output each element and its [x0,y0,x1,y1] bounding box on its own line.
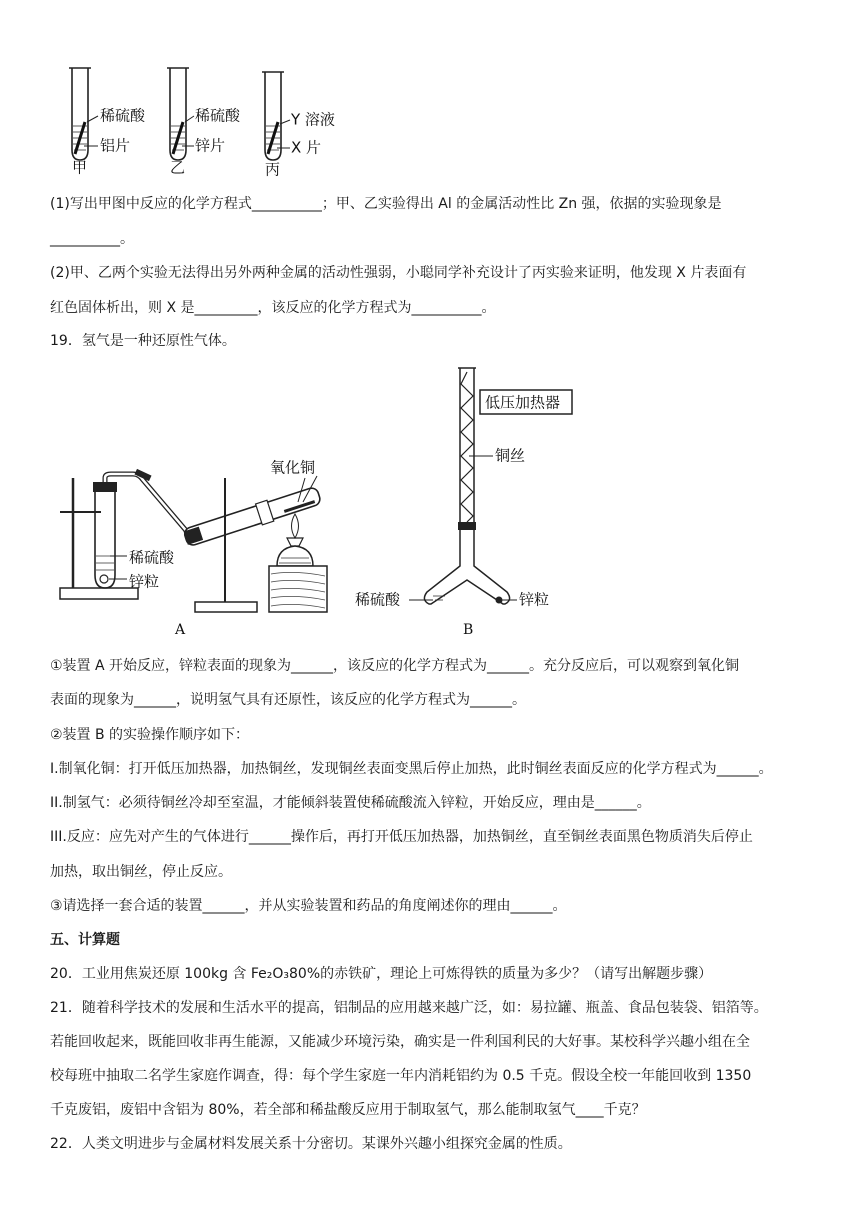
apparatus-a-caption: A [175,622,186,638]
tube-yi-name: 乙 [170,158,186,177]
apparatus-a-oxide-label: 氧化铜 [270,458,316,477]
apparatus-a-zinc-label: 锌粒 [129,572,160,591]
apparatus-b-acid-label: 稀硫酸 [355,590,401,609]
apparatus-b-heater-label: 低压加热器 [485,393,561,412]
q19-step2-iii-line2: 加热，取出铜丝，停止反应。 [50,864,232,880]
apparatus-figure [55,360,595,645]
q19-step2-intro: ②装置 B 的实验操作顺序如下： [50,727,250,743]
q21-line2: 若能回收起来，既能回收非再生能源，又能减少环境污染，确实是一件利国利民的大好事。某校科学兴趣小组在全 [50,1034,750,1050]
apparatus-b-wire-label: 铜丝 [495,446,526,465]
apparatus-a-acid-label: 稀硫酸 [129,548,175,567]
apparatus-a [60,459,327,639]
q18-part2-line2: 红色固体析出，则 X 是_________，该反应的化学方程式为__________。 [50,300,496,316]
q21-line3: 校每班中抽取二名学生家庭作调查，得：每个学生家庭一年内消耗铝约为 0.5 千克。假设全校一年能回收到 1350 [50,1068,752,1084]
q18-part1-line2: __________。 [50,231,134,247]
tube-jia-name: 甲 [72,158,88,177]
tube-jia-metal-label: 铝片 [100,136,131,155]
tube-jia [69,68,146,177]
q19-step2-i: I.制氧化铜：打开低压加热器，加热铜丝，发现铜丝表面变黑后停止加热，此时铜丝表面反应的化学方程式为______。 [50,761,773,777]
tube-bing-metal-label: X 片 [291,138,322,157]
section-heading: 五、计算题 [50,932,120,948]
apparatus-b [355,368,572,638]
q19-step2-ii: II.制氢气：必须待铜丝冷却至室温，才能倾斜装置使稀硫酸流入锌粒，开始反应，理由是______。 [50,795,651,811]
apparatus-b-caption: B [463,622,474,638]
q18-part2-line1: (2)甲、乙两个实验无法得出另外两种金属的活动性强弱，小聪同学补充设计了丙实验来证明，他发现 X 片表面有 [50,265,747,281]
tube-bing-solution-label: Y 溶液 [291,110,335,129]
q21-line4: 千克废铝，废铝中含铝为 80%，若全部和稀盐酸反应用于制取氢气，那么能制取氢气____千克？ [50,1102,646,1118]
q19-stem: 19．氢气是一种还原性气体。 [50,333,236,349]
tube-jia-acid-label: 稀硫酸 [100,106,146,125]
test-tube-figure [60,64,360,182]
q18-part1-line1: (1)写出甲图中反应的化学方程式__________；甲、乙实验得出 Al 的金属活动性比 Zn 强，依据的实验现象是 [50,196,722,212]
apparatus-b-zinc-label: 锌粒 [519,590,550,609]
q19-step3: ③请选择一套合适的装置______，并从实验装置和药品的角度阐述你的理由______。 [50,898,567,914]
q19-step1-line2: 表面的现象为______，说明氢气具有还原性，该反应的化学方程式为______。 [50,692,526,708]
q21-line1: 21．随着科学技术的发展和生活水平的提高，铝制品的应用越来越广泛，如：易拉罐、瓶盖、食品包装袋、铝箔等。 [50,1000,768,1016]
tube-bing-name: 丙 [265,160,281,179]
q20-text: 20．工业用焦炭还原 100kg 含 Fe₂O₃80%的赤铁矿，理论上可炼得铁的质量为多少？（请写出解题步骤） [50,966,713,982]
tube-yi-metal-label: 锌片 [195,136,226,155]
tube-bing [262,72,335,179]
tube-yi [167,68,241,177]
q22-text: 22．人类文明进步与金属材料发展关系十分密切。某课外兴趣小组探究金属的性质。 [50,1136,572,1152]
q19-step1-line1: ①装置 A 开始反应，锌粒表面的现象为______，该反应的化学方程式为______。充分反应后，可以观察到氧化铜 [50,658,740,674]
q19-step2-iii-line1: III.反应：应先对产生的气体进行______操作后，再打开低压加热器，加热铜丝，直至铜丝表面黑色物质消失后停止 [50,829,753,845]
tube-yi-acid-label: 稀硫酸 [195,106,241,125]
